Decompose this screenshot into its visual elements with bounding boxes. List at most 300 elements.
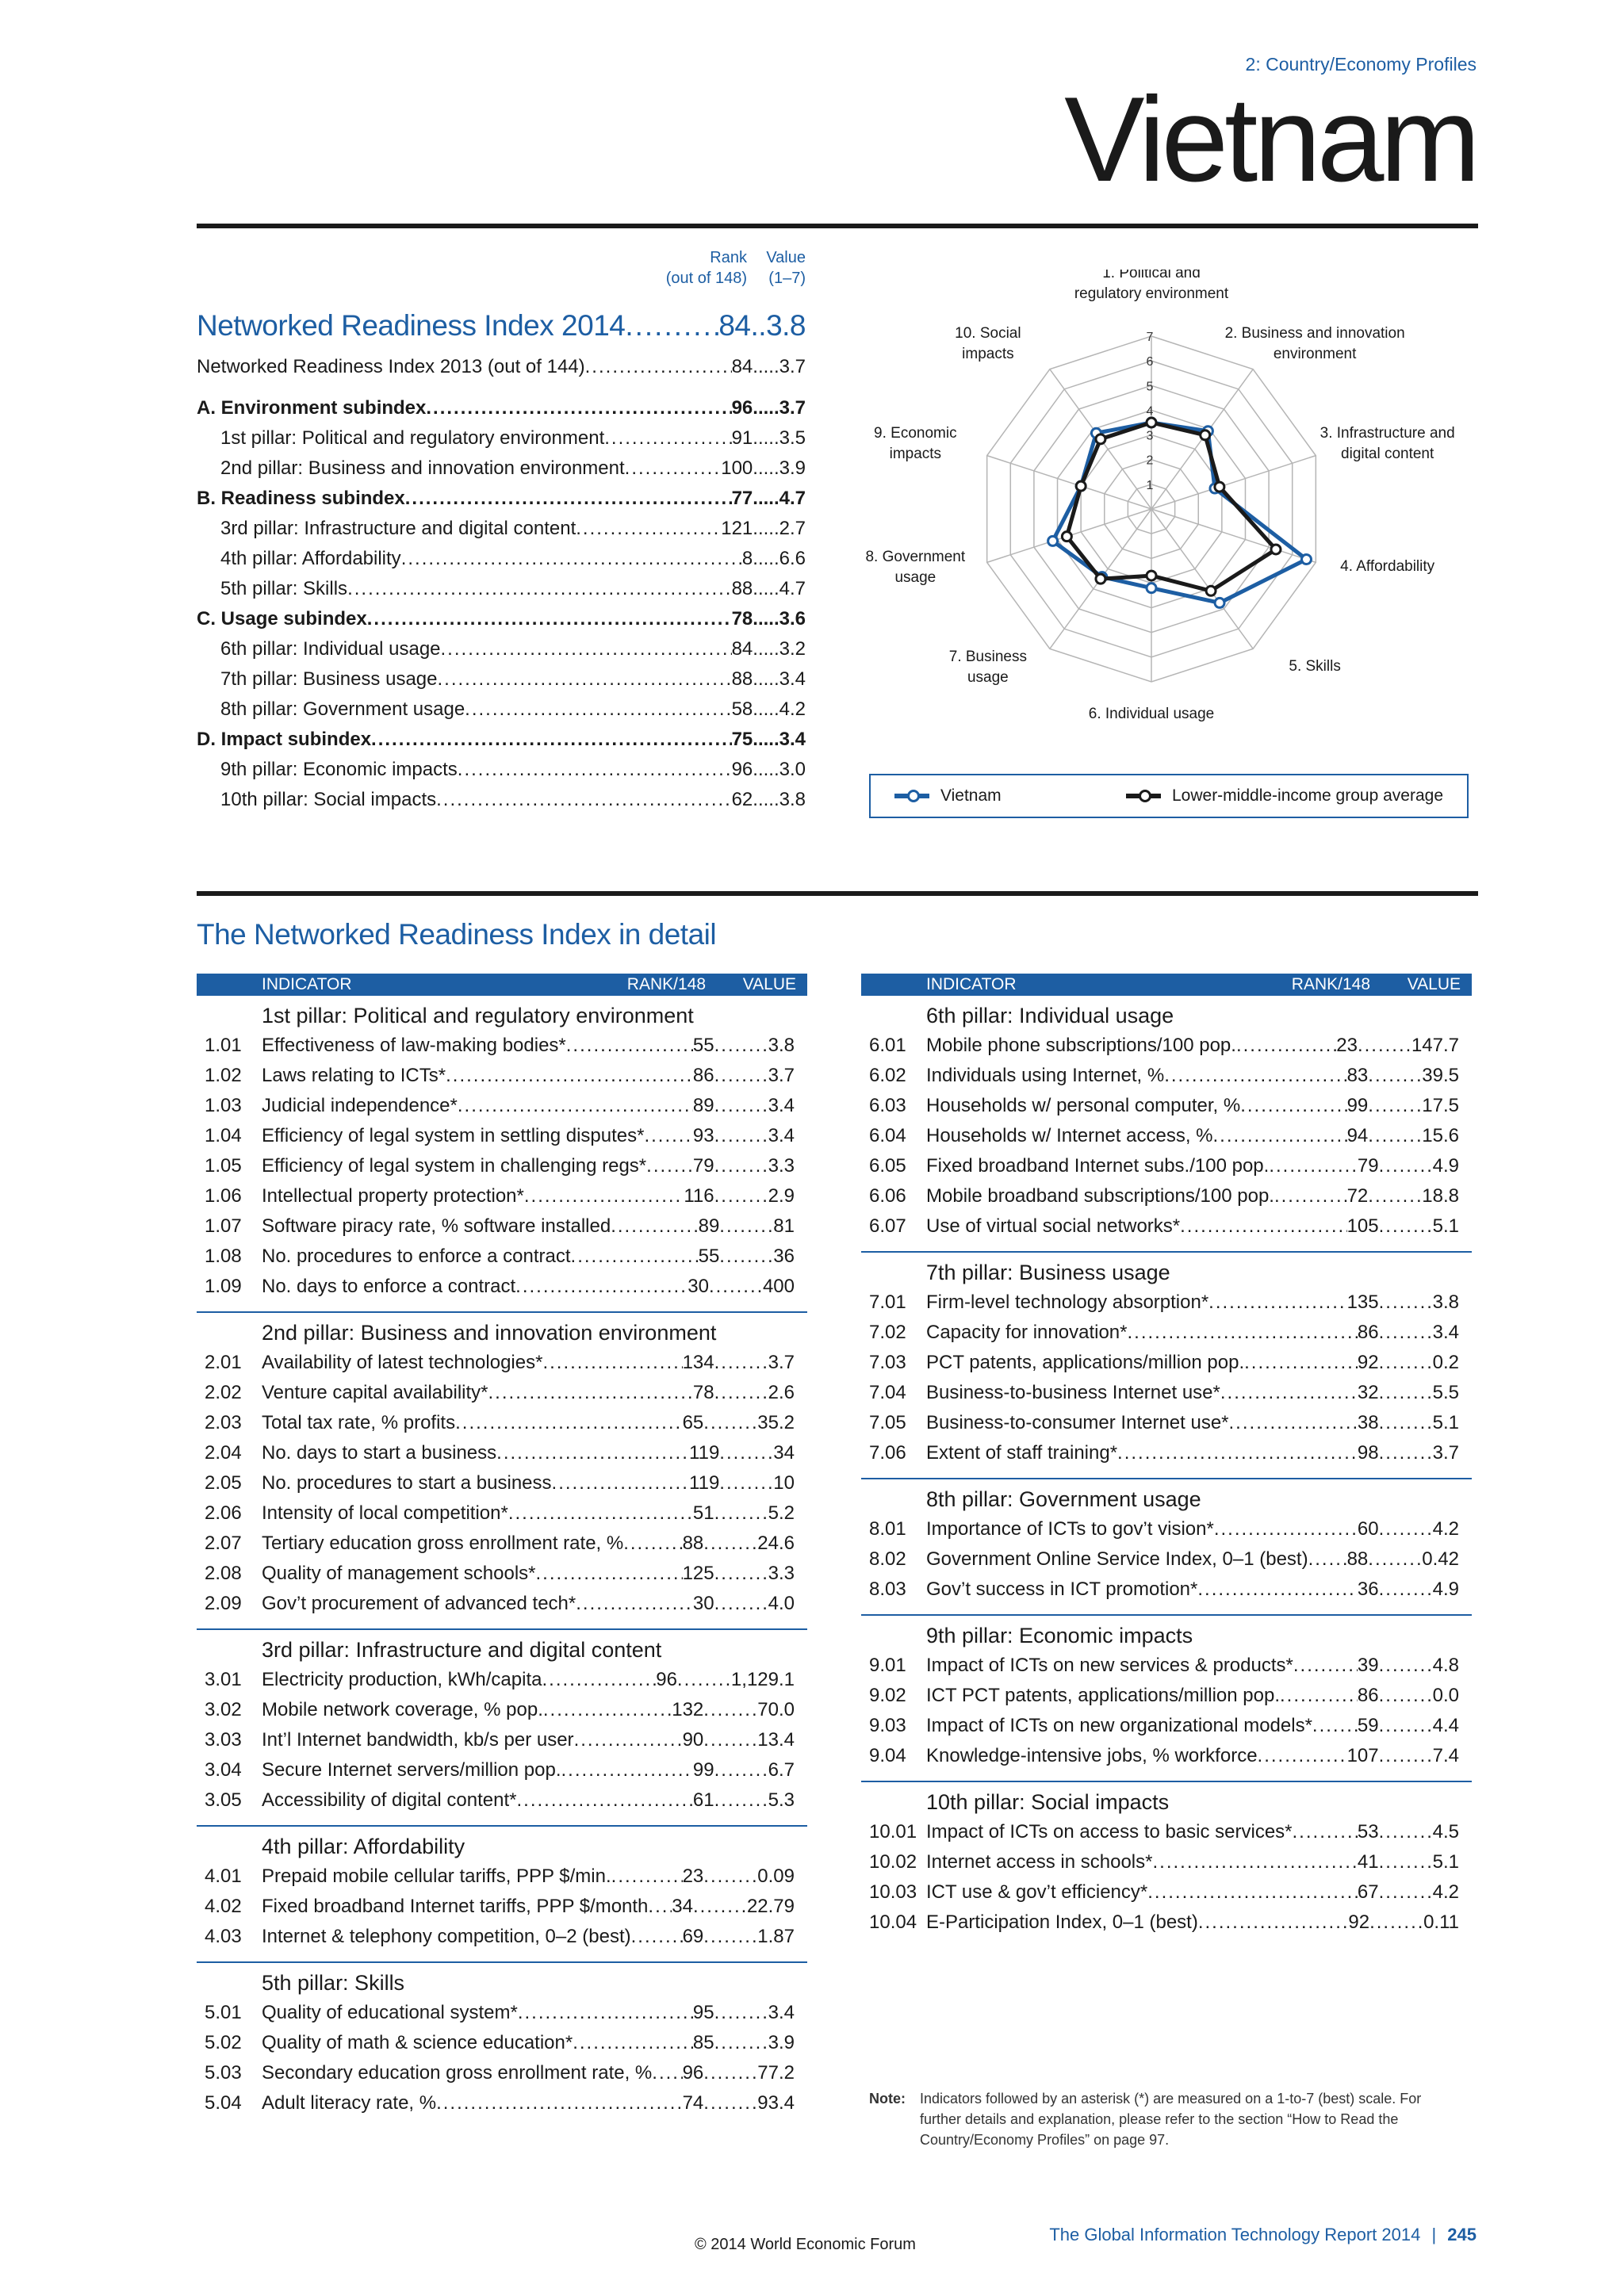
indicator-row bbox=[197, 1589, 807, 1619]
tick-label: 7 bbox=[1146, 331, 1154, 344]
indicator-name: Mobile network coverage, % pop. bbox=[262, 1699, 543, 1720]
section-label: 2: Country/Economy Profiles bbox=[1245, 54, 1477, 75]
column-header-right: INDICATOR RANK/148 VALUE bbox=[861, 974, 1472, 996]
indicator-value: 24.6 bbox=[757, 1533, 795, 1554]
indicator-name: Secure Internet servers/million pop. bbox=[262, 1759, 561, 1781]
indicator-row bbox=[861, 1181, 1472, 1211]
radar-chart bbox=[856, 270, 1478, 840]
row-value: 3.2 bbox=[779, 638, 806, 660]
indicator-row bbox=[861, 1681, 1472, 1711]
report-title: The Global Information Technology Report 2014 bbox=[1049, 2225, 1421, 2244]
country-title: Vietnam bbox=[1064, 72, 1477, 207]
indicator-code: 2.02 bbox=[205, 1382, 242, 1403]
series-point bbox=[1096, 574, 1105, 584]
tick-label: 2 bbox=[1146, 453, 1154, 468]
indicator-name: Adult literacy rate, % bbox=[262, 2092, 437, 2114]
indicator-rank: 23 bbox=[682, 1866, 704, 1887]
indicator-row bbox=[197, 1559, 807, 1589]
indicator-value: 3.3 bbox=[768, 1155, 795, 1177]
indicator-name: Total tax rate, % profits bbox=[262, 1412, 456, 1433]
indicator-row bbox=[197, 2058, 807, 2088]
indicator-rank: 53 bbox=[1357, 1821, 1379, 1843]
indicator-rank: 61 bbox=[692, 1789, 714, 1811]
indicator-code: 6.03 bbox=[869, 1095, 906, 1116]
indicator-rank: 55 bbox=[692, 1035, 714, 1056]
row-rank: 84 bbox=[731, 638, 753, 660]
indicator-row bbox=[197, 1242, 807, 1272]
pillar-row: 5th pillar: Skills ..... 88 ..... 4.7 bbox=[197, 574, 806, 604]
series-point bbox=[1062, 532, 1071, 541]
indicator-name: Households w/ Internet access, % bbox=[926, 1125, 1213, 1146]
indicator-rank: 89 bbox=[698, 1215, 720, 1237]
series-point bbox=[1215, 482, 1224, 492]
indicator-row bbox=[197, 1498, 807, 1529]
indicator-rank: 88 bbox=[682, 1533, 704, 1554]
pillar-block bbox=[197, 1963, 807, 2128]
indicator-value: 10 bbox=[773, 1472, 795, 1494]
indicator-name: Gov’t procurement of advanced tech* bbox=[262, 1593, 576, 1614]
axis-label: 5. Skills bbox=[1289, 657, 1341, 675]
indicator-code: 1.02 bbox=[205, 1065, 242, 1086]
indicator-row bbox=[197, 1272, 807, 1302]
indicator-code: 1.04 bbox=[205, 1125, 242, 1146]
indicator-value: 13.4 bbox=[757, 1729, 795, 1751]
indicator-rank: 96 bbox=[682, 2062, 704, 2084]
indicator-rank: 23 bbox=[1336, 1035, 1358, 1056]
row-value: 3.4 bbox=[779, 729, 806, 750]
tick-label: 6 bbox=[1146, 355, 1154, 369]
indicator-value: 15.6 bbox=[1422, 1125, 1459, 1146]
indicator-name: Households w/ personal computer, % bbox=[926, 1095, 1241, 1116]
indicator-value: 4.8 bbox=[1432, 1655, 1459, 1676]
indicator-value: 3.4 bbox=[1432, 1322, 1459, 1343]
subindex-row: A. Environment subindex ..... 96 ..... 3.7 bbox=[197, 393, 806, 423]
pillar-row: 6th pillar: Individual usage ..... 84 ..... 3.2 bbox=[197, 634, 806, 664]
indicator-code: 10.03 bbox=[869, 1881, 917, 1903]
indicator-row bbox=[197, 1785, 807, 1816]
indicator-row bbox=[861, 1908, 1472, 1938]
indicator-name: Efficiency of legal system in settling disputes* bbox=[262, 1125, 645, 1146]
indicator-row bbox=[197, 1061, 807, 1091]
indicator-value: 0.42 bbox=[1422, 1548, 1459, 1570]
indicator-row bbox=[861, 1031, 1472, 1061]
pillar-block bbox=[861, 996, 1472, 1253]
indicator-rank: 119 bbox=[689, 1442, 720, 1464]
subindex-row: C. Usage subindex ..... 78 ..... 3.6 bbox=[197, 604, 806, 634]
row-rank: 78 bbox=[731, 608, 753, 629]
indicator-value: 5.5 bbox=[1432, 1382, 1459, 1403]
indicator-name: Business-to-consumer Internet use* bbox=[926, 1412, 1229, 1433]
indicator-name: Impact of ICTs on access to basic services* bbox=[926, 1821, 1293, 1843]
rank-header: Rank (out of 148) bbox=[665, 249, 747, 287]
indicator-name: Internet access in schools* bbox=[926, 1851, 1153, 1873]
indicator-rank: 105 bbox=[1346, 1215, 1379, 1237]
series-point bbox=[1301, 555, 1311, 564]
indicator-code: 2.08 bbox=[205, 1563, 242, 1584]
indicator-name: Efficiency of legal system in challenging regs* bbox=[262, 1155, 647, 1177]
indicator-rank: 132 bbox=[672, 1699, 704, 1720]
subindex-row: D. Impact subindex ..... 75 ..... 3.4 bbox=[197, 725, 806, 755]
indicator-name: Electricity production, kWh/capita bbox=[262, 1669, 542, 1690]
indicator-rank: 88 bbox=[1346, 1548, 1369, 1570]
indicator-row bbox=[861, 1575, 1472, 1605]
row-rank: 91 bbox=[731, 427, 753, 449]
series-point bbox=[1201, 430, 1210, 440]
row-rank: 96 bbox=[731, 759, 753, 780]
indicator-name: Extent of staff training* bbox=[926, 1442, 1118, 1464]
indicator-row bbox=[197, 1438, 807, 1468]
legend-item-group-average: Lower-middle-income group average bbox=[1126, 786, 1443, 806]
indicator-code: 3.02 bbox=[205, 1699, 242, 1720]
axis-label: 9. Economic impacts bbox=[874, 425, 957, 463]
indicator-rank: 30 bbox=[692, 1593, 714, 1614]
indicator-code: 5.01 bbox=[205, 2002, 242, 2023]
row-value: 6.6 bbox=[779, 548, 806, 569]
indicator-value: 2.9 bbox=[768, 1185, 795, 1207]
indicator-value: 3.9 bbox=[768, 2032, 795, 2053]
pillar-row: 7th pillar: Business usage ..... 88 ..... 3.4 bbox=[197, 664, 806, 695]
indicator-name: Internet & telephony competition, 0–2 (best) bbox=[262, 1926, 631, 1947]
indicator-rank: 116 bbox=[684, 1185, 714, 1207]
indicator-name: Quality of educational system* bbox=[262, 2002, 518, 2023]
indicator-value: 400 bbox=[762, 1276, 795, 1297]
indicator-rank: 135 bbox=[1346, 1292, 1379, 1313]
indicator-rank: 72 bbox=[1346, 1185, 1369, 1207]
pillar-block bbox=[197, 1630, 807, 1827]
indicator-rank: 51 bbox=[692, 1502, 714, 1524]
indicator-rank: 32 bbox=[1357, 1382, 1379, 1403]
indicator-rank: 39 bbox=[1357, 1655, 1379, 1676]
pillar-block bbox=[197, 1313, 807, 1630]
indicator-value: 3.8 bbox=[768, 1035, 795, 1056]
indicator-rank: 34 bbox=[672, 1896, 693, 1917]
indicator-row bbox=[861, 1348, 1472, 1378]
indicator-code: 8.03 bbox=[869, 1578, 906, 1600]
row-rank: 88 bbox=[731, 578, 753, 599]
indicator-row bbox=[861, 1318, 1472, 1348]
pillar-row: 4th pillar: Affordability ..... 8 ..... 6.6 bbox=[197, 544, 806, 574]
axis-label: 1. Political and regulatory environment bbox=[1074, 270, 1229, 302]
indicator-name: Importance of ICTs to gov’t vision* bbox=[926, 1518, 1214, 1540]
indicator-rank: 79 bbox=[1357, 1155, 1379, 1177]
indicator-value: 147.7 bbox=[1411, 1035, 1459, 1056]
value-header: Value (1–7) bbox=[766, 249, 806, 287]
indicator-name: Knowledge-intensive jobs, % workforce bbox=[926, 1745, 1258, 1766]
nri-2013-row: Networked Readiness Index 2013 (out of 144) ..... 84 ..... 3.7 bbox=[197, 352, 806, 382]
indicator-rank: 94 bbox=[1346, 1125, 1369, 1146]
indicator-name: ICT use & gov’t efficiency* bbox=[926, 1881, 1148, 1903]
indicator-code: 8.02 bbox=[869, 1548, 906, 1570]
pillar-title: 5th pillar: Skills bbox=[262, 1971, 405, 1995]
radar-chart-svg bbox=[856, 270, 1478, 761]
indicator-value: 5.3 bbox=[768, 1789, 795, 1811]
indicator-row bbox=[197, 1348, 807, 1378]
row-value: 3.6 bbox=[779, 608, 806, 629]
indicator-value: 39.5 bbox=[1422, 1065, 1459, 1086]
indicator-code: 2.09 bbox=[205, 1593, 242, 1614]
indicator-rank: 69 bbox=[682, 1926, 704, 1947]
indicator-code: 1.01 bbox=[205, 1035, 242, 1056]
pillar-row: 2nd pillar: Business and innovation environment ..... 100 ..... 3.9 bbox=[197, 453, 806, 484]
tick-label: 4 bbox=[1146, 404, 1154, 419]
indicator-value: 3.4 bbox=[768, 1125, 795, 1146]
indicator-name: No. procedures to start a business bbox=[262, 1472, 552, 1494]
series-point bbox=[1206, 586, 1216, 595]
indicator-code: 7.03 bbox=[869, 1352, 906, 1373]
indicator-rank: 95 bbox=[692, 2002, 714, 2023]
indicator-row bbox=[861, 1847, 1472, 1877]
series-point bbox=[1215, 598, 1224, 607]
indicator-row bbox=[197, 1665, 807, 1695]
indicator-row bbox=[861, 1877, 1472, 1908]
indicator-rank: 60 bbox=[1357, 1518, 1379, 1540]
indicator-rank: 30 bbox=[688, 1276, 709, 1297]
indicator-name: Impact of ICTs on new organizational models* bbox=[926, 1715, 1312, 1736]
indicator-name: E-Participation Index, 0–1 (best) bbox=[926, 1911, 1198, 1933]
pillar-title: 7th pillar: Business usage bbox=[926, 1261, 1170, 1284]
indicator-rank: 83 bbox=[1346, 1065, 1369, 1086]
indicator-code: 9.02 bbox=[869, 1685, 906, 1706]
axis-spoke bbox=[987, 456, 1151, 509]
indicator-code: 5.04 bbox=[205, 2092, 242, 2114]
pillar-title: 6th pillar: Individual usage bbox=[926, 1004, 1174, 1027]
indicator-value: 4.0 bbox=[768, 1593, 795, 1614]
indicator-value: 34 bbox=[773, 1442, 795, 1464]
indicator-value: 4.9 bbox=[1432, 1578, 1459, 1600]
row-value: 3.0 bbox=[779, 759, 806, 780]
pillar-row: 10th pillar: Social impacts ..... 62 ..... 3.8 bbox=[197, 785, 806, 815]
chart-legend bbox=[869, 774, 1469, 818]
pillar-block bbox=[861, 1616, 1472, 1782]
indicator-row bbox=[861, 1741, 1472, 1771]
footer-report: The Global Information Technology Report 2014 | 245 bbox=[1049, 2225, 1477, 2244]
indicator-name: Quality of management schools* bbox=[262, 1563, 536, 1584]
indicator-code: 3.03 bbox=[205, 1729, 242, 1751]
indicator-rank: 90 bbox=[682, 1729, 704, 1751]
indicator-value: 70.0 bbox=[757, 1699, 795, 1720]
row-value: 4.2 bbox=[779, 698, 806, 720]
indicator-name: No. procedures to enforce a contract bbox=[262, 1246, 571, 1267]
indicator-code: 6.04 bbox=[869, 1125, 906, 1146]
row-rank: 75 bbox=[731, 729, 753, 750]
indicator-row bbox=[197, 1151, 807, 1181]
pillar-row: 3rd pillar: Infrastructure and digital content ..... 121 ..... 2.7 bbox=[197, 514, 806, 544]
indicator-rank: 92 bbox=[1357, 1352, 1379, 1373]
indicator-rank: 55 bbox=[698, 1246, 720, 1267]
axis-label: 4. Affordability bbox=[1340, 557, 1435, 575]
indicator-value: 3.7 bbox=[768, 1065, 795, 1086]
indicator-name: Fixed broadband Internet subs./100 pop. bbox=[926, 1155, 1270, 1177]
indicator-code: 4.03 bbox=[205, 1926, 242, 1947]
indicator-row bbox=[197, 1091, 807, 1121]
indicator-code: 6.01 bbox=[869, 1035, 906, 1056]
pillar-title: 2nd pillar: Business and innovation environment bbox=[262, 1321, 717, 1345]
indicator-name: Individuals using Internet, % bbox=[926, 1065, 1165, 1086]
indicator-rank: 36 bbox=[1357, 1578, 1379, 1600]
indicator-code: 4.02 bbox=[205, 1896, 242, 1917]
series-point bbox=[1076, 481, 1086, 491]
tick-label: 5 bbox=[1146, 380, 1154, 394]
row-rank: 96 bbox=[731, 397, 753, 419]
indicator-rank: 59 bbox=[1357, 1715, 1379, 1736]
indicator-code: 1.06 bbox=[205, 1185, 242, 1207]
indicator-rank: 96 bbox=[656, 1669, 677, 1690]
indicator-code: 7.04 bbox=[869, 1382, 906, 1403]
tick-label: 3 bbox=[1146, 429, 1154, 443]
indicator-value: 0.11 bbox=[1423, 1911, 1459, 1933]
indicator-rank: 41 bbox=[1357, 1851, 1379, 1873]
indicator-code: 3.05 bbox=[205, 1789, 242, 1811]
indicator-code: 7.01 bbox=[869, 1292, 906, 1313]
indicator-rank: 86 bbox=[692, 1065, 714, 1086]
pillar-row: 8th pillar: Government usage ..... 58 ..... 4.2 bbox=[197, 695, 806, 725]
indicator-row bbox=[861, 1091, 1472, 1121]
indicator-row bbox=[197, 1031, 807, 1061]
indicator-code: 1.07 bbox=[205, 1215, 242, 1237]
indicator-value: 6.7 bbox=[768, 1759, 795, 1781]
indicator-code: 7.05 bbox=[869, 1412, 906, 1433]
row-rank: 88 bbox=[731, 668, 753, 690]
indicator-row bbox=[861, 1544, 1472, 1575]
copyright: © 2014 World Economic Forum bbox=[695, 2236, 916, 2253]
indicator-rank: 79 bbox=[692, 1155, 714, 1177]
indicator-row bbox=[197, 1121, 807, 1151]
indicator-name: Firm-level technology absorption* bbox=[926, 1292, 1209, 1313]
indicator-rank: 67 bbox=[1357, 1881, 1379, 1903]
indicator-value: 3.3 bbox=[768, 1563, 795, 1584]
indicator-row bbox=[861, 1121, 1472, 1151]
detail-column-left bbox=[197, 974, 807, 2128]
indicator-value: 4.2 bbox=[1432, 1881, 1459, 1903]
indicator-row bbox=[197, 1378, 807, 1408]
indicator-value: 36 bbox=[773, 1246, 795, 1267]
indicator-row bbox=[197, 1922, 807, 1952]
indicator-row bbox=[197, 1181, 807, 1211]
indicator-row bbox=[861, 1651, 1472, 1681]
indicator-name: Availability of latest technologies* bbox=[262, 1352, 543, 1373]
series-line bbox=[1067, 423, 1276, 591]
axis-spoke bbox=[1151, 509, 1316, 562]
indicator-value: 77.2 bbox=[757, 2062, 795, 2084]
row-value: 3.4 bbox=[779, 668, 806, 690]
axis-label: 10. Social impacts bbox=[955, 325, 1021, 363]
series-point bbox=[1147, 418, 1156, 427]
indicator-code: 6.06 bbox=[869, 1185, 906, 1207]
pillar-row: 1st pillar: Political and regulatory environment ..... 91 ..... 3.5 bbox=[197, 423, 806, 453]
pillar-row: 9th pillar: Economic impacts ..... 96 ..... 3.0 bbox=[197, 755, 806, 785]
pillar-block bbox=[861, 1479, 1472, 1616]
detail-column-right bbox=[861, 974, 1472, 1947]
axis-label: 6. Individual usage bbox=[1088, 706, 1215, 722]
indicator-name: Capacity for innovation* bbox=[926, 1322, 1128, 1343]
series-point bbox=[1271, 545, 1281, 554]
legend-swatch-vietnam bbox=[894, 794, 929, 798]
row-rank: 58 bbox=[731, 698, 753, 720]
indicator-rank: 119 bbox=[689, 1472, 720, 1494]
series-point bbox=[1147, 571, 1156, 580]
series-point bbox=[1147, 584, 1156, 593]
pillar-block bbox=[861, 1253, 1472, 1479]
header-rule bbox=[197, 224, 1478, 228]
indicator-value: 2.6 bbox=[768, 1382, 795, 1403]
row-value: 4.7 bbox=[779, 488, 806, 509]
indicator-name: Secondary education gross enrollment rate, % bbox=[262, 2062, 653, 2084]
indicator-code: 6.07 bbox=[869, 1215, 906, 1237]
pillar-block bbox=[197, 1827, 807, 1963]
indicator-code: 7.06 bbox=[869, 1442, 906, 1464]
indicator-name: Use of virtual social networks* bbox=[926, 1215, 1181, 1237]
indicator-rank: 98 bbox=[1357, 1442, 1379, 1464]
indicator-name: Business-to-business Internet use* bbox=[926, 1382, 1220, 1403]
indicator-row bbox=[197, 1211, 807, 1242]
indicator-name: Intellectual property protection* bbox=[262, 1185, 524, 1207]
pillar-title: 4th pillar: Affordability bbox=[262, 1835, 465, 1858]
subindex-row: B. Readiness subindex ..... 77 ..... 4.7 bbox=[197, 484, 806, 514]
indicator-rank: 99 bbox=[692, 1759, 714, 1781]
pillar-title: 1st pillar: Political and regulatory environment bbox=[262, 1004, 694, 1027]
row-rank: 62 bbox=[731, 789, 753, 810]
summary-rows bbox=[197, 393, 806, 815]
pillar-block bbox=[197, 996, 807, 1313]
nri-2014-row: Networked Readiness Index 2014 ..... 84 .. 3.8 bbox=[197, 309, 806, 352]
indicator-value: 5.1 bbox=[1432, 1412, 1459, 1433]
indicator-rank: 99 bbox=[1346, 1095, 1369, 1116]
indicator-name: Int’l Internet bandwidth, kb/s per user bbox=[262, 1729, 574, 1751]
nri-2014-label: Networked Readiness Index 2014 bbox=[197, 309, 626, 342]
indicator-name: Software piracy rate, % software installed bbox=[262, 1215, 611, 1237]
indicator-row bbox=[197, 1862, 807, 1892]
indicator-name: No. days to start a business bbox=[262, 1442, 497, 1464]
indicator-value: 93.4 bbox=[757, 2092, 795, 2114]
indicator-row bbox=[861, 1288, 1472, 1318]
indicator-code: 1.05 bbox=[205, 1155, 242, 1177]
row-rank: 100 bbox=[721, 457, 753, 479]
indicator-value: 3.8 bbox=[1432, 1292, 1459, 1313]
row-value: 3.5 bbox=[779, 427, 806, 449]
indicator-code: 2.07 bbox=[205, 1533, 242, 1554]
indicator-name: Quality of math & science education* bbox=[262, 2032, 573, 2053]
indicator-value: 81 bbox=[773, 1215, 795, 1237]
axis-label: 3. Infrastructure and digital content bbox=[1320, 425, 1455, 463]
indicator-rank: 38 bbox=[1357, 1412, 1379, 1433]
indicator-code: 6.05 bbox=[869, 1155, 906, 1177]
indicator-code: 1.08 bbox=[205, 1246, 242, 1267]
indicator-name: Mobile phone subscriptions/100 pop. bbox=[926, 1035, 1236, 1056]
indicator-row bbox=[861, 1408, 1472, 1438]
indicator-row bbox=[197, 2028, 807, 2058]
indicator-row bbox=[197, 1725, 807, 1755]
indicator-rank: 78 bbox=[692, 1382, 714, 1403]
indicator-name: Tertiary education gross enrollment rate, % bbox=[262, 1533, 624, 1554]
note-text: Indicators followed by an asterisk (*) are measured on a 1-to-7 (best) scale. For further details and explanation, please refer to the section “How to Read the Country/Economy Profiles” on page 97. bbox=[920, 2091, 1422, 2148]
pillar-title: 8th pillar: Government usage bbox=[926, 1487, 1201, 1511]
indicator-rank: 134 bbox=[682, 1352, 714, 1373]
indicator-value: 3.4 bbox=[768, 2002, 795, 2023]
note-label: Note: bbox=[869, 2091, 906, 2107]
indicator-code: 5.03 bbox=[205, 2062, 242, 2084]
row-rank: 121 bbox=[721, 518, 753, 539]
indicator-code: 2.06 bbox=[205, 1502, 242, 1524]
indicator-row bbox=[197, 1892, 807, 1922]
row-rank: 8 bbox=[741, 548, 753, 569]
indicator-row bbox=[197, 1529, 807, 1559]
series-point bbox=[1048, 536, 1058, 545]
pillar-title: 3rd pillar: Infrastructure and digital content bbox=[262, 1638, 662, 1662]
indicator-rank: 74 bbox=[682, 2092, 704, 2114]
indicator-code: 2.04 bbox=[205, 1442, 242, 1464]
indicator-code: 9.03 bbox=[869, 1715, 906, 1736]
indicator-row bbox=[197, 1468, 807, 1498]
